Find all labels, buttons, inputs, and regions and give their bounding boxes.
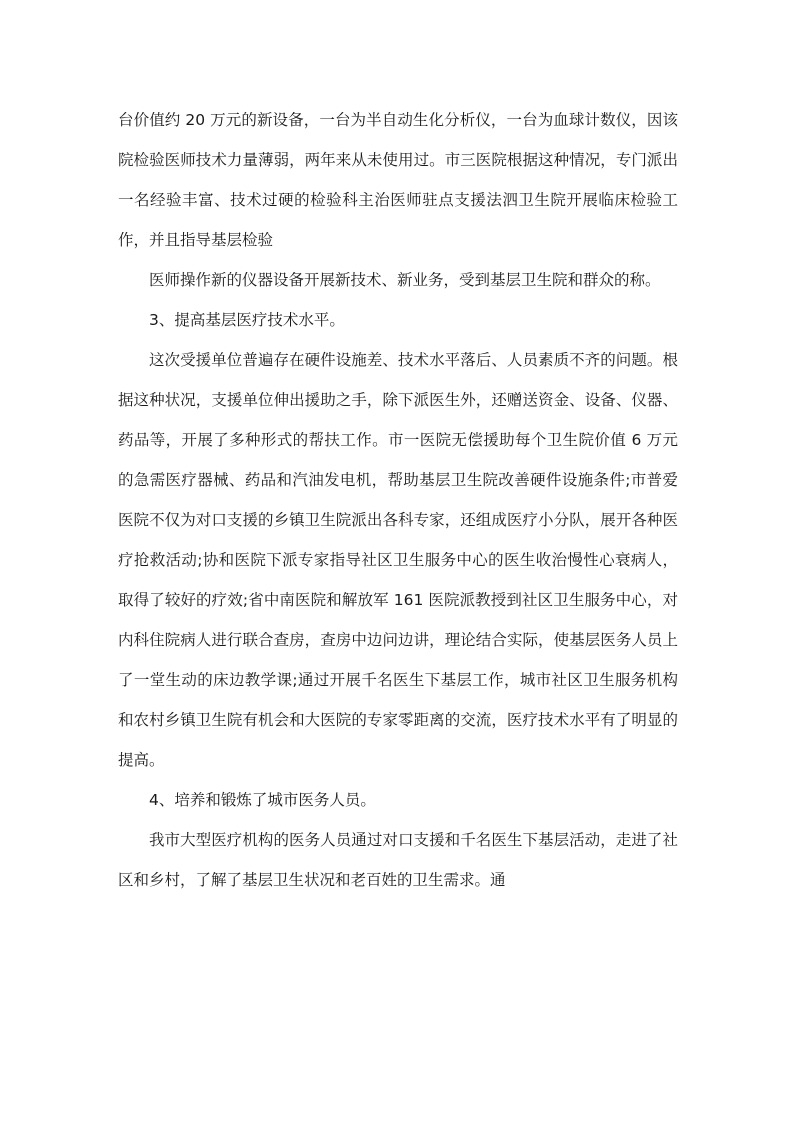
paragraph-body: 医师操作新的仪器设备开展新技术、新业务，受到基层卫生院和群众的称。 [149, 271, 661, 289]
section-heading: 3、提高基层医疗技术水平。 [149, 311, 345, 329]
section-heading: 4、培养和锻炼了城市医务人员。 [149, 791, 376, 809]
paragraph-continuation: 台价值约 20 万元的新设备，一台为半自动生化分析仪，一台为血球计数仪，因该院检验医师技术力量薄弱，两年来从未使用过。市三医院根据这种情况，专门派出一名经验丰富、技术过硬的检验科主治医师驻点支援法泗卫生院开展临床检验工作，并且指导基层检验 [118, 111, 678, 249]
paragraph-body: 我市大型医疗机构的医务人员通过对口支援和千名医生下基层活动，走进了社区和乡村，了解了基层卫生状况和老百姓的卫生需求。通 [118, 831, 678, 889]
document-page [118, 100, 678, 900]
paragraph-body: 这次受援单位普遍存在硬件设施差、技术水平落后、人员素质不齐的问题。根据这种状况，支援单位伸出援助之手，除下派医生外，还赠送资金、设备、仪器、药品等，开展了多种形式的帮扶工作。市一医院无偿援助每个卫生院价值 6 万元的急需医疗器械、药品和汽油发电机，帮助基层卫生院改善硬件设施条件;市普爱医院不仅为对口支援的乡镇卫生院派出各科专家，还组成医疗小分队，展开各种医疗抢救活动;协和医院下派专家指导社区卫生服务中心的医生收治慢性心衰病人，取得了较好的疗效;省中南医院和解放军 161 医院派教授到社区卫生服务中心，对内科住院病人进行联合查房，查房中边问边讲，理论结合实际，使基层医务人员上了一堂生动的床边教学课;通过开展千名医生下基层工作，城市社区卫生服务机构和农村乡镇卫生院有机会和大医院的专家零距离的交流，医疗技术水平有了明显的提高。 [118, 351, 678, 769]
